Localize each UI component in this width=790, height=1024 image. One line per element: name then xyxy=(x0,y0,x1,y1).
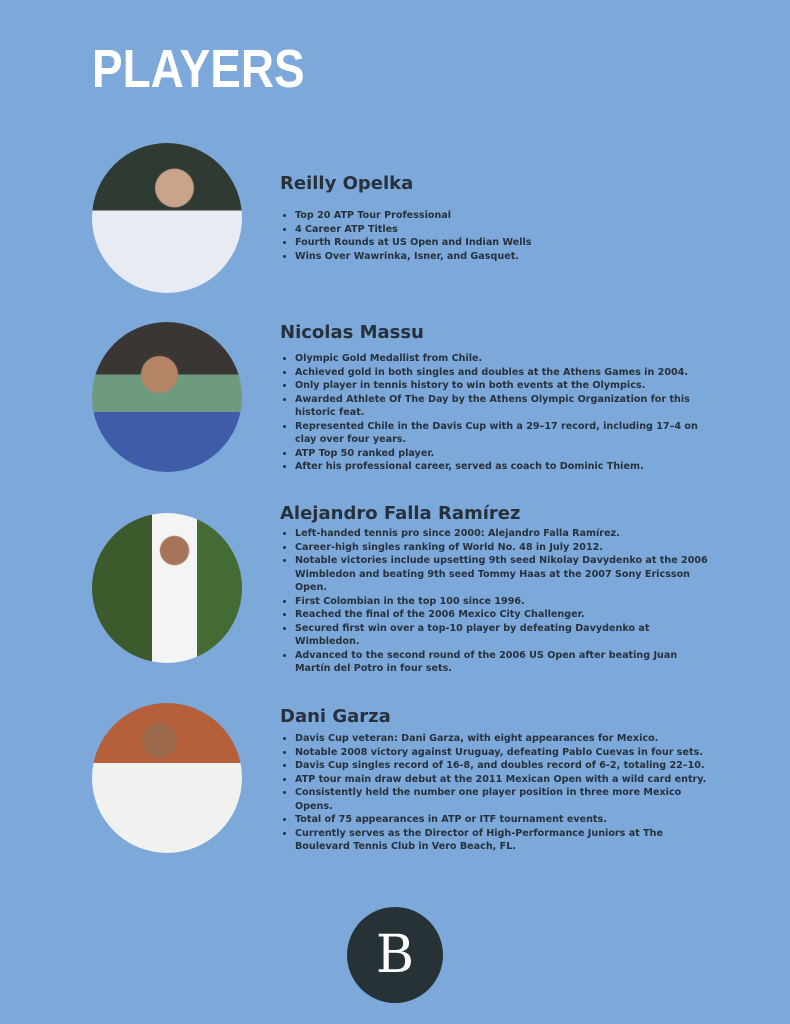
brand-logo: B xyxy=(347,907,443,1003)
achievement-item: • 4 Career ATP Titles xyxy=(295,223,715,237)
achievement-item: • Consistently held the number one player position in three more Mexico Opens. xyxy=(295,786,715,813)
achievement-item: • Secured first win over a top-10 player by defeating Davydenko at Wimbledon. xyxy=(295,622,715,649)
achievement-item: • Total of 75 appearances in ATP or ITF tournament events. xyxy=(295,813,715,827)
achievement-item: • Reached the final of the 2006 Mexico City Challenger. xyxy=(295,608,715,622)
achievement-item: • Notable victories include upsetting 9th seed Nikolay Davydenko at the 2006 Wimbledon and beating 9th seed Tommy Haas at the 2007 Sony Ericsson Open. xyxy=(295,554,715,595)
player-photo xyxy=(92,322,242,472)
player-achievements xyxy=(280,732,715,854)
achievement-item: • After his professional career, served as coach to Dominic Thiem. xyxy=(295,460,715,474)
achievement-item: • Represented Chile in the Davis Cup with a 29–17 record, including 17–4 on clay over four years. xyxy=(295,420,715,447)
achievement-item: • Top 20 ATP Tour Professional xyxy=(295,209,715,223)
achievement-item: • Currently serves as the Director of High-Performance Juniors at The Boulevard Tennis Club in Vero Beach, FL. xyxy=(295,827,715,854)
achievement-item: • Only player in tennis history to win both events at the Olympics. xyxy=(295,379,715,393)
player-name: Nicolas Massu xyxy=(280,322,424,343)
achievement-item: • Career-high singles ranking of World No. 48 in July 2012. xyxy=(295,541,715,555)
achievement-item: • Olympic Gold Medallist from Chile. xyxy=(295,352,715,366)
achievement-item: • First Colombian in the top 100 since 1996. xyxy=(295,595,715,609)
player-photo xyxy=(92,513,242,663)
player-photo xyxy=(92,703,242,853)
player-achievements xyxy=(280,527,715,676)
player-name: Dani Garza xyxy=(280,706,391,727)
achievement-item: • ATP Top 50 ranked player. xyxy=(295,447,715,461)
achievement-item: • Left-handed tennis pro since 2000: Alejandro Falla Ramírez. xyxy=(295,527,715,541)
player-achievements xyxy=(280,209,715,263)
page-title: PLAYERS xyxy=(92,39,305,99)
achievement-item: • Wins Over Wawrinka, Isner, and Gasquet. xyxy=(295,250,715,264)
achievement-item: • ATP tour main draw debut at the 2011 Mexican Open with a wild card entry. xyxy=(295,773,715,787)
achievement-item: • Notable 2008 victory against Uruguay, defeating Pablo Cuevas in four sets. xyxy=(295,746,715,760)
achievement-item: • Davis Cup singles record of 16-8, and doubles record of 6-2, totaling 22–10. xyxy=(295,759,715,773)
achievement-item: • Awarded Athlete Of The Day by the Athens Olympic Organization for this historic feat. xyxy=(295,393,715,420)
achievement-item: • Achieved gold in both singles and doubles at the Athens Games in 2004. xyxy=(295,366,715,380)
player-name: Reilly Opelka xyxy=(280,173,414,194)
player-photo xyxy=(92,143,242,293)
player-achievements xyxy=(280,352,715,474)
player-name: Alejandro Falla Ramírez xyxy=(280,503,521,524)
achievement-item: • Advanced to the second round of the 2006 US Open after beating Juan Martín del Potro in four sets. xyxy=(295,649,715,676)
achievement-item: • Fourth Rounds at US Open and Indian Wells xyxy=(295,236,715,250)
achievement-item: • Davis Cup veteran: Dani Garza, with eight appearances for Mexico. xyxy=(295,732,715,746)
